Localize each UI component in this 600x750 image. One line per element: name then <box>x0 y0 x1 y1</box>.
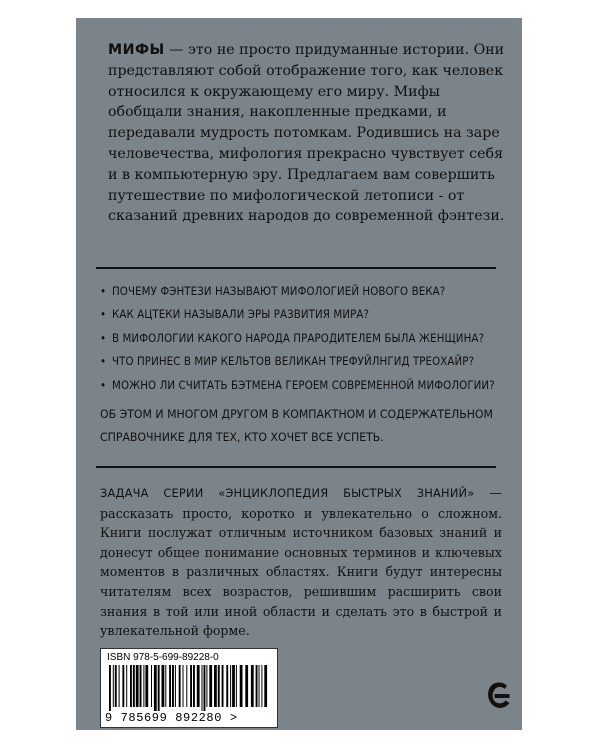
series-title: ЗАДАЧА СЕРИИ «ЭНЦИКЛОПЕДИЯ БЫСТРЫХ ЗНАНИЙ» <box>100 486 475 500</box>
top-divider <box>96 267 496 269</box>
bottom-divider <box>96 466 496 468</box>
question-item <box>100 280 510 303</box>
series-description <box>100 483 502 641</box>
eksmo-e-logo-icon <box>485 680 513 710</box>
about-text: ОБ ЭТОМ И МНОГОМ ДРУГОМ В КОМПАКТНОМ И СОДЕРЖАТЕЛЬНОМ СПРАВОЧНИКЕ ДЛЯ ТЕХ, КТО ХОЧЕТ ВСЕ УСПЕТЬ. <box>100 407 493 444</box>
question-text: ПОЧЕМУ ФЭНТЕЗИ НАЗЫВАЮТ МИФОЛОГИЕЙ НОВОГО ВЕКА? <box>112 284 446 298</box>
barcode-box <box>100 648 278 728</box>
question-text: КАК АЦТЕКИ НАЗЫВАЛИ ЭРЫ РАЗВИТИЯ МИРА? <box>112 307 370 322</box>
bullet: • <box>100 354 107 369</box>
ean-number: 9 785699 892280 > <box>105 711 238 725</box>
isbn-label: ISBN 978-5-699-89228-0 <box>107 652 219 663</box>
intro-paragraph <box>108 40 510 227</box>
intro-text: — это не просто придуманные истории. Они представляют собой отображение того, как человек относился к окружающему его миру. Мифы обобщали знания, накопленные предками, и передавали мудрость потомкам. Родившись на заре человечества, мифология прекрасно чувствует себя и в компьютерную эру. Предлагаем вам совершить путешествие по мифологической летописи - от сказаний древних народов до современной фэнтези. <box>108 42 505 225</box>
barcode-icon <box>107 665 271 711</box>
question-text: МОЖНО ЛИ СЧИТАТЬ БЭТМЕНА ГЕРОЕМ СОВРЕМЕННОЙ МИФОЛОГИИ? <box>112 377 495 392</box>
series-text: — рассказать просто, коротко и увлекательно о сложном. Книги послужат отличным источником базовых знаний и донесут общее понимание основных терминов и ключевых моментов в различных областях. Книги будут интересны читателям всех возрастов, решившим расширить свои знания в той или иной области и сделать это в быстрой и увлекательной форме. <box>100 485 502 639</box>
bullet: • <box>100 307 107 322</box>
question-list <box>100 280 510 397</box>
question-text: В МИФОЛОГИИ КАКОГО НАРОДА ПРАРОДИТЕЛЕМ БЫЛА ЖЕНЩИНА? <box>112 330 485 345</box>
intro-lead-word: МИФЫ <box>108 42 165 58</box>
question-item <box>100 350 510 373</box>
question-item <box>100 327 510 350</box>
question-text: ЧТО ПРИНЕС В МИР КЕЛЬТОВ ВЕЛИКАН ТРЕФУЙЛНГИД ТРЕОХАЙР? <box>112 354 475 369</box>
question-item <box>100 374 510 397</box>
bullet: • <box>100 330 107 345</box>
question-item <box>100 303 510 326</box>
bullet: • <box>100 377 107 392</box>
book-back-cover <box>76 18 522 730</box>
bullet: • <box>100 284 107 298</box>
